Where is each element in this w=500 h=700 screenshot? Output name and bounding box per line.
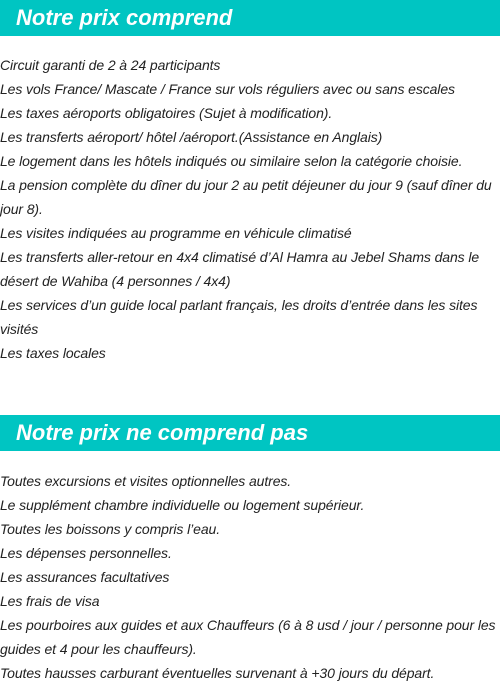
excluded-item: Les dépenses personnelles.	[0, 545, 172, 561]
included-item: Circuit garanti de 2 à 24 participants	[0, 57, 221, 73]
excluded-item: Les frais de visa	[0, 593, 100, 609]
included-section-title: Notre prix comprend	[16, 5, 233, 30]
included-list	[0, 53, 498, 365]
included-item: Les taxes aéroports obligatoires (Sujet à modification).	[0, 105, 333, 121]
included-item: Les taxes locales	[0, 345, 106, 361]
excluded-section-header	[0, 415, 500, 451]
excluded-item: Les assurances facultatives	[0, 569, 170, 585]
included-item: Les services d’un guide local parlant français, les droits d’entrée dans les sites visités	[0, 297, 478, 337]
included-item: Le logement dans les hôtels indiqués ou similaire selon la catégorie choisie.	[0, 153, 463, 169]
included-section-header	[0, 0, 500, 36]
excluded-item: Toutes les boissons y compris l’eau.	[0, 521, 220, 537]
included-item: Les transferts aéroport/ hôtel /aéroport.(Assistance en Anglais)	[0, 129, 383, 145]
excluded-section-title: Notre prix ne comprend pas	[16, 420, 309, 445]
included-item: Les transferts aller-retour en 4x4 climatisé d’Al Hamra au Jebel Shams dans le désert de Wahiba (4 personnes / 4x4)	[0, 249, 480, 289]
included-item: La pension complète du dîner du jour 2 au petit déjeuner du jour 9 (sauf dîner du jour 8).	[0, 177, 492, 217]
included-item: Les vols France/ Mascate / France sur vols réguliers avec ou sans escales	[0, 81, 455, 97]
excluded-item: Toutes hausses carburant éventuelles survenant à +30 jours du départ.	[0, 665, 435, 681]
excluded-item: Toutes excursions et visites optionnelles autres.	[0, 473, 292, 489]
excluded-item: Le supplément chambre individuelle ou logement supérieur.	[0, 497, 365, 513]
excluded-item: Les pourboires aux guides et aux Chauffeurs (6 à 8 usd / jour / personne pour les guides et 4 pour les chauffeurs).	[0, 617, 496, 657]
excluded-list	[0, 469, 498, 685]
included-item: Les visites indiquées au programme en véhicule climatisé	[0, 225, 352, 241]
